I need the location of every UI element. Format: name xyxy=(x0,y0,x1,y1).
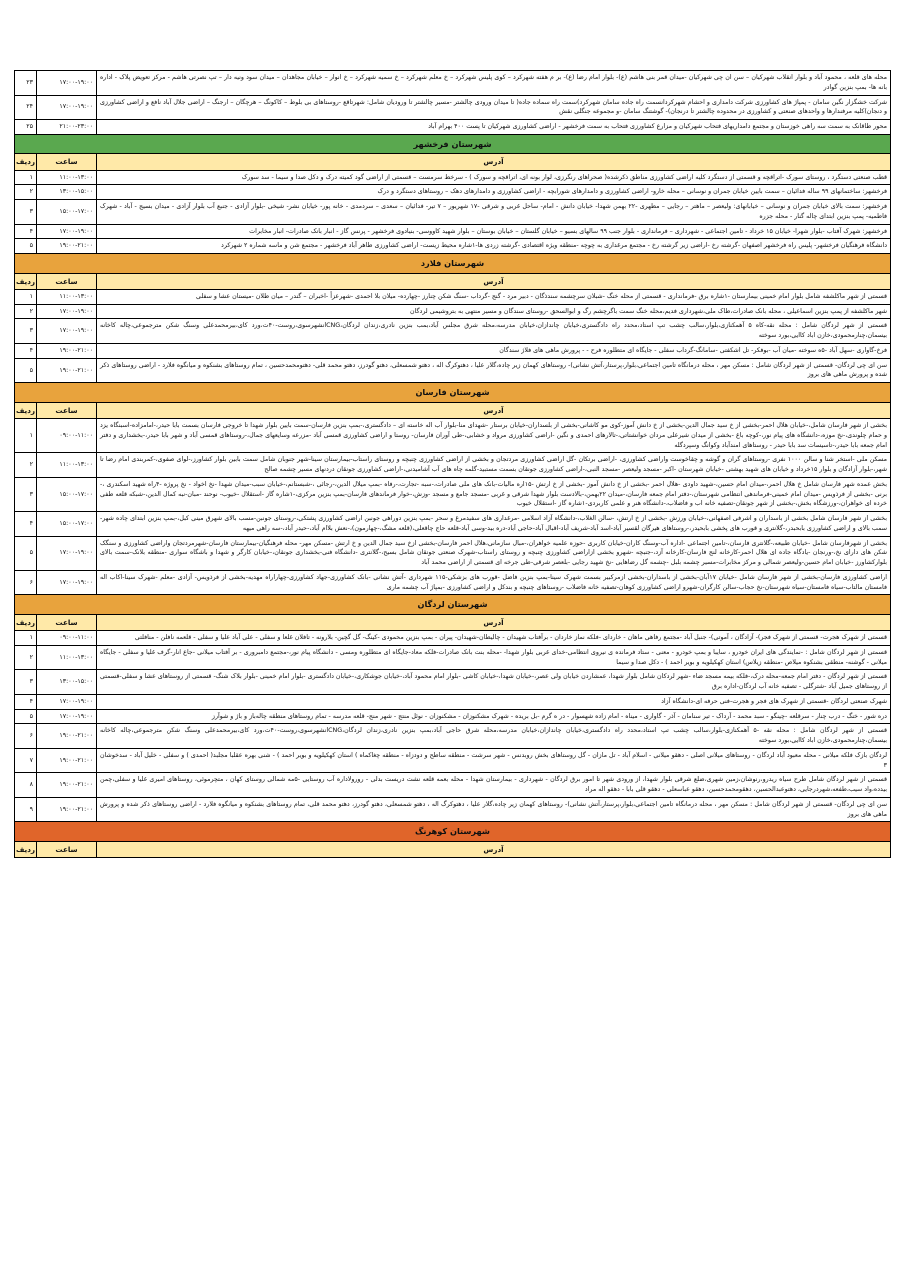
outage-schedule-table xyxy=(14,70,891,858)
table-row xyxy=(15,200,891,225)
column-header-address: آدرس xyxy=(97,154,891,170)
column-header-time: ساعت xyxy=(37,273,97,289)
table-row xyxy=(15,797,891,822)
outage-address-cell: لردگان بازک فلکه میلانی - محله معبود آباد لردگان - روستاهای میلانی اصلی - دهقو میلانی - اسلام آباد - تل مازان - گل روستاهای بخش روبدنس - شهر سرشت - منطقه ساطح و دودزاه - منطقه چغاکماه ) استان کهکیلویه و بویر احمد ) - شنی بهره عقلبا مجلبد( احمدی ) و سفلی - خلیل آباد - سدخوشان ۳ xyxy=(97,748,891,773)
outage-address-cell: دانشگاه فرهنگیان فرخشهر- پلیس راه فرخشهر اصفهان -گرشته رخ -اراضی زیر گرشته رخ - مجتمع مرغداری به چوچه -منطقه ویژه اقتصادی -گرشته زردی ها-۱شاره محیط زیست- اراضی کشاورزی طاهر آباد فرخشهر - مجتمع شن و ماسه شماره ۲ شهرکرد xyxy=(97,239,891,254)
table-row xyxy=(15,289,891,304)
outage-time-cell: ۱۹:۰۰-۲۱:۰۰ xyxy=(37,748,97,773)
city-section-header xyxy=(15,383,891,403)
outage-time-cell: ۱۹:۰۰-۲۱:۰۰ xyxy=(37,239,97,254)
column-header-time: ساعت xyxy=(37,402,97,418)
row-number-cell: ۵ xyxy=(15,709,37,724)
outage-time-cell: ۱۱:۰۰-۱۳:۰۰ xyxy=(37,453,97,478)
row-number-cell: ۸ xyxy=(15,773,37,798)
outage-address-cell: قطب صنعتی دستگرد ، روستای سورک -اتراقچه و قسمتی از دستگرد کلیه اراضی کشاورزی مناطق ذکرشده( صحراهای رنگرزی، لوار بونه ای، اتراقچه و سورک ) - سرخط سرمست – قسمتی از اراضی گود کمیته درک و دکل صدا و سیما - سد سورک xyxy=(97,170,891,185)
row-number-cell: ۳ xyxy=(15,477,37,511)
row-number-cell: ۳ xyxy=(15,670,37,695)
outage-time-cell: ۱۱:۰۰-۱۳:۰۰ xyxy=(37,170,97,185)
column-header-row xyxy=(15,615,891,631)
table-row xyxy=(15,773,891,798)
outage-time-cell: ۱۷:۰۰-۱۹:۰۰ xyxy=(37,319,97,344)
outage-time-cell: ۱۳:۰۰-۱۵:۰۰ xyxy=(37,185,97,200)
column-header-time: ساعت xyxy=(37,842,97,858)
outage-time-cell: ۱۹:۰۰-۲۱:۰۰ xyxy=(37,724,97,749)
table-row xyxy=(15,71,891,96)
outage-time-cell: ۰۹:۰۰-۱۱:۰۰ xyxy=(37,631,97,646)
column-header-address: آدرس xyxy=(97,402,891,418)
table-row xyxy=(15,512,891,537)
city-section-header xyxy=(15,254,891,274)
outage-address-cell: محله های قلعه ، محمود آباد و بلوار انقلاب شهرکیان – سن ان چی شهرکیان -میدان قمر بنی هاشم (ع)- بلوار امام رضا (ع)- بر م هفته شهرکرد – کوی پلیس شهرکرد – خ معلم شهرکرد – خ سمیه شهرکرد – خ انوار – خیابان مجاهدان – میدان سود ونیه دار – تپ نصرتی هاشم - مرکز تعویض پلاک - اداره بانه ها- بمپ بنزین گوادر xyxy=(97,71,891,96)
schedule-table-body xyxy=(15,71,891,858)
outage-address-cell: قسمتی از شهر لردگان شامل طرح سیاه ریدرو،رنوشان،زمین شهری،ضلع شرقی بلوار شهدا، از ورودی شهر تا امور برق لردگان - شهرداری - بیمارستان شهدا - محله بعمه قلعه نشت دریست بدلی - رورولاداره آب روستایی -۵مه شمالی روستای کهان ، متچرموئی، روستاهای امیری غلیا و سفلی،چمن بیدده،واد سیب،طفعه،شهردرجایی، دهتوعبدالحسین، دهقومحمدحسین، دهقو عباسعلی - دهقو قلی بابا - دهقو اله مراد xyxy=(97,773,891,798)
table-row xyxy=(15,304,891,319)
city-name: شهرستان فلارد xyxy=(15,254,891,274)
table-row xyxy=(15,631,891,646)
table-row xyxy=(15,536,891,570)
outage-time-cell: ۰۹:۰۰-۱۱:۰۰ xyxy=(37,419,97,453)
outage-address-cell: قسمتی از شهر لردگان شامل : محله نقه-کاه ۵ آهمکنازی،بلوار،سالب چشب تپ استاد،محدد راه دادگستری،خیابان چاندازان،خیابان مدرسه،محله شرق مجلس آباد،بمب بنزین نادری،زندان لردگان،CNGانشهرسوی،روست-۴۰ت،ورد کای،بیرمحمدعلی وسنگ شکن مترجموعی،چاله کاخانه بیسمان،چنارمحمودی،خازن اباد کاایی،بورد سوخته xyxy=(97,319,891,344)
row-number-cell: ۲ xyxy=(15,453,37,478)
row-number-cell: ۴ xyxy=(15,343,37,358)
row-number-cell: ۴ xyxy=(15,694,37,709)
row-number-cell: ۲ xyxy=(15,304,37,319)
row-number-cell: ۶ xyxy=(15,724,37,749)
row-number-cell: ۴ xyxy=(15,224,37,239)
outage-address-cell: اراضی کشاورزی فارسان-بخشی از شهر فارسان شامل -خیابان ۱۷آبان-بخشی از باسداران-بخشی ازمرکبیر بسمت شهرک سینا-بمپ بنزین فاضل -قورب های بزشکی-۱۱۵ شهرداری -آتش نشانی -بانک کشاورزی-جهاد کشاورزی-چهاراراه مهدیه-بخشی از فرذویس- آزادی -معلم -شهرک سینا-اکاب اله فامستان مالتاب-سیاه فامستان-سیاه شهرستان-نخ حجاب-سالن کارگران-شهرو اراضی کشاورزی کوهان-تصفیه خانه فاضلاب -روستاهای چنبچه و بندکل و اراضی کشاورزی -بمپاژ آب چشمه ماری xyxy=(97,570,891,595)
outage-address-cell: قسمتی از شهر ماکلشفه شامل بلوار امام خمینی بیمارستان -۱شاره برق -فرمانداری - قسمتی از محله خنگ -شبلان سرچشمه سندذگان - دبیر مرد - گنج -گرداب -سنگ شکن چنارز -چهارده- میلان بلا احمدی -شهرعزاً -اخبران – گندر – میان طلان -میستان عشا و سفلی xyxy=(97,289,891,304)
row-number-cell: ۳ xyxy=(15,319,37,344)
outage-address-cell: شهر ماکلشفه از پمپ بنزین اسماعیلی ، محله بانک صادرات،طاک ملی،شهرداری فدیم،محله خنگ سمت باگرچشم رگ و ابوالسحق -روستای سندگان و مسیر منتهی به بتروشیمی لردگان xyxy=(97,304,891,319)
table-row xyxy=(15,748,891,773)
outage-time-cell: ۱۷:۰۰-۱۹:۰۰ xyxy=(37,224,97,239)
outage-time-cell: ۱۷:۰۰-۱۹:۰۰ xyxy=(37,709,97,724)
table-row xyxy=(15,224,891,239)
table-row xyxy=(15,694,891,709)
outage-address-cell: بخشی از شهر فارسان شامل،-خیابان هلال احمر-بخشی از خ سید جمال الدین-بخشی از خ دانش آموز-کوی مو کاشانی-بخشی از بلسداران-خیابان برستار -شهدای منا-بلوار آب اله خاسته ای – دادگستری،-بمپ بنزین فارسان-سمت بایین بلوار شهدا تا خروجی فارسان بسمت بابا حیدر،-امامزاده-اسبنگاه یزد و حمام چلوندی،-نخ موزه،-دانشگاه های پیام نور،-کوچه باغ -بخشی از میدان شیرعلی مردان خوانشتاتی،-تالارهای احمدی و نگین -اراضی کشاورزی مرواد و خشابی،-طی آوران فارسان- روستا و اراضی کشاورزی قمسی آباد -مزرعه وسایعهای جمال،-روستاهای قمسی آباد و شهر بابا حیدر،-بخشداری و دفتر امام جمعه بابا حیدر،-تاسیسات سد بابا حیدر - روستاهای امندآباد وکوانگ وسپردگله xyxy=(97,419,891,453)
outage-time-cell: ۱۷:۰۰-۱۹:۰۰ xyxy=(37,536,97,570)
outage-time-cell: ۲۱:۰۰-۲۳:۰۰ xyxy=(37,120,97,135)
column-header-row-number: ردیف xyxy=(15,154,37,170)
table-row xyxy=(15,185,891,200)
outage-time-cell: ۱۹:۰۰-۲۱:۰۰ xyxy=(37,343,97,358)
outage-time-cell: ۱۵:۰۰-۱۷:۰۰ xyxy=(37,477,97,511)
table-row xyxy=(15,170,891,185)
row-number-cell: ۴ xyxy=(15,512,37,537)
row-number-cell: ۹ xyxy=(15,797,37,822)
table-row xyxy=(15,477,891,511)
outage-address-cell: قسمتی از شهر لردگان - دفتر امام جمعه-محله درک،-فلکه بیمه مسجد ضاء -شهر لردکان شامل بلوار شهدا، عمشاردن خیابان ولی عصر،-خیابان شهدا،-خیابان کاشی -بلوار امام محمود آباد،-خیابان جوشکاری،-خیابان دادگستری -بلوار امام خمینی -بلوار بلاک شنگ- قسمتی از روستاهای عشا و سفلی-قسمتی از روستاهای جمیل آباد -شترگلی - تصفیه خانه آب لردگان-اداره برق xyxy=(97,670,891,695)
row-number-cell: ۲۴ xyxy=(15,95,37,120)
column-header-row xyxy=(15,402,891,418)
outage-address-cell: قسمتی از شهرک هجرت- قسمتی از شهرک فجر)- آزادگان ، آموتی)- جنبل آباد -مجتمع رفاهی ماهان - خاردای -فلکه نماز خاردان - برآفتاب شهیدان - چالیطان-شهیدان- پیران - بمپ بنزین محمودی -کینگ- گل گچین- بلارونه - تافلان غلعا و سفلی - علی آباد علیا و سفلی - قلعمه نافلن - منافلتی xyxy=(97,631,891,646)
column-header-row-number: ردیف xyxy=(15,842,37,858)
column-header-row-number: ردیف xyxy=(15,615,37,631)
column-header-time: ساعت xyxy=(37,615,97,631)
city-name: شهرستان کوهرنگ xyxy=(15,822,891,842)
row-number-cell: ۵ xyxy=(15,239,37,254)
outage-time-cell: ۱۳:۰۰-۱۵:۰۰ xyxy=(37,670,97,695)
row-number-cell: ۲ xyxy=(15,185,37,200)
table-row xyxy=(15,120,891,135)
outage-address-cell: فرخشهر: سمت بالای خیابان جمران و نوسانی – خیابانهای: ولیعصر – ماهتر – رجایی – مطهری -۲۲ بهمن شهدا- خیابان دانش - امام- ساحل غربی و شرقی -۱۷ شهریور – ۷ تیر- فدائیان – سعدی – سردمدی - خانه پور- خیابان نشر- شیخی -بلوار آزادی - جنبع آب بلوار آزادی - میدان بسیج - آباد - شهرک فاطمیه- پمپ بنزین ابتدای چاله گنار - محله جزره xyxy=(97,200,891,225)
outage-time-cell: ۱۷:۰۰-۱۹:۰۰ xyxy=(37,71,97,96)
outage-address-cell: فرخشهر: ساختمانهای ۹۹ ساله فدائیان – سمت بایین خیابان جمران و نوسانی – محله خارو- اراضی کشاورزی و دامدارهای شورابچه - اراضی کشاورزی و دامدارهای دهک – روستاهای دستگرد و درک xyxy=(97,185,891,200)
table-row xyxy=(15,358,891,383)
outage-time-cell: ۱۷:۰۰-۱۹:۰۰ xyxy=(37,304,97,319)
city-section-header xyxy=(15,822,891,842)
outage-time-cell: ۱۵:۰۰-۱۷:۰۰ xyxy=(37,512,97,537)
outage-address-cell: سن ای چی لردگان- قسمتی از شهر لردگان شامل : مسکن مهر ، محله درمانگاه تامین اجتماعی،بلوار،پرستار،آتش نشانی)- روستاهای کهمان زیر چاده،گلار علیا ، دهتوکرگ اله ، دهتو شمسعلی، دهتو گودرز، دهتو محمد قلی- دهتومحمدحسین ، تمام روستاهای بشنکوه و میانگوه فلارد - اراضی روستاهای ذکر شده و پرورش ماهی های بروز xyxy=(97,358,891,383)
column-header-row xyxy=(15,273,891,289)
outage-address-cell: بخش عمده شهر فارسان شامل خ هلال احمر،-میدان امام حسین،-شهید داودی -هلال احمر -بخشی از خ دانش آموز -بخشی از خ ارتش -۱۵اره مالیات-بانک های ملی صادرات،-سبه -تجارت،-رفاه -بمپ میلال الدین،-رجائی ،-شبستانم،-خیابان سبب-میدان شهدا -نخ اخواد - نخ پروژه -۴راه شهید اسکندری ،-برنی -بخشی از فرذویس -میدان امام خمینی-فرماندهی انتظامی شهرستان،-دفتر امام جمعه فارسان،-میدان ۲۲بهمن،-بالادست بلوار شهدا شرقی و غربی -مسجد جامع و مسجد -وزش،-خوار فرماندهای فارسان-بمپ بنزین مرکزی،-۱شاره گاز -استقلال -خیوب- نوحند -مبان-نبه کمال الدین،-شبکه قلعه طفی خرده ای خواهران،-ورزشگاه بخش،-بخشی از شهر جونقان-تصفیه خانه اب و فاضلاب،-دانشگاه هنر و علمی کاربردی-۱شاره گاز -استقلال خیوب xyxy=(97,477,891,511)
table-row xyxy=(15,570,891,595)
table-row xyxy=(15,319,891,344)
outage-address-cell: شرکت خشگزار نگین سامان - پمپاژ های کشاورزی شرکت دامداری و احشام شهرکردانسمت راه جاده سامان شهرکرد)سمت راه سماده جاده( تا میدان ورودی چالشتر -مسیر چالشتر تا ورودیان شامل: شهرتاقع -روستاهای بی بلوط – کاکونگ – هرچگان – ارجنگ – اراضی جلال آباد نافع و اراضی کشاورزی و دنجان)کلیه مرفندارها و واحدهای صنعتی و کشاورزی در محدوده چالشتر تا درنجان)- گوشتنگ سامان -و مجموعه جنگلی نقش xyxy=(97,95,891,120)
row-number-cell: ۵ xyxy=(15,536,37,570)
column-header-address: آدرس xyxy=(97,273,891,289)
column-header-row-number: ردیف xyxy=(15,273,37,289)
table-row xyxy=(15,453,891,478)
city-name: شهرستان فرخشهر xyxy=(15,134,891,154)
column-header-address: آدرس xyxy=(97,842,891,858)
outage-address-cell: بخشی از شهرفارسان شامل -خیابان طبیعه،-گلانتری فارسان،-تامین اجتماعی -اداره آب-وسنگ کاران-خیابان کاربری -حوزه علمیه خواهران،-مبال سازمانی،هلال احمر فارسان-بخشی ازخ سید جمال الدین و خ ارتش -مسکن مهر- محله فرهنگیان-بیمارستان فارسان-شهرمردتجان واراضی کشاورزی و سنگک شکن های دارای نخ،-ورنجان -یادگاه جاده ای هلال احمر-کارخانه لنج فارسان-کارخانه آزد،-جنبچه -شهرو بخشی ازاراضی کشاورزی چنبچه و روستای راستاب-شهرک صنعتی جونقان شامل بسیح،-گلانتری -دانشگاه فنی-بخشداری جونقان،-خیابان کارگر و شهدا و باشگاه سواری -منطقه بلانک-سمت بالای بلوارکشاورز -خیابان امام حسین-ولیعصر شمالی و مرکز مخابرات-مسیر چشمه بلبل -چشمه گل رضاهایی -نخ شهید رجایی -بلعصر شرقی-طی جرخه ای قسمتی از اراضی محمد آباد xyxy=(97,536,891,570)
row-number-cell: ۶ xyxy=(15,570,37,595)
table-row xyxy=(15,670,891,695)
outage-time-cell: ۱۷:۰۰-۱۹:۰۰ xyxy=(37,694,97,709)
city-section-header xyxy=(15,595,891,615)
row-number-cell: ۳ xyxy=(15,200,37,225)
outage-address-cell: سن ای چی لردگان- قسمتی از شهر لردگان شامل : مسکن مهر ، محله درمانگاه تامین اجتماعی،بلوار،پرستار،آتش نشانی)- روستاهای کهمان زیر چاده،گلار علیا ، دهتوکرگ اله ، دهتو شمسعلی، دهتو گودرز، دهتو محمد قلی، تمام روستاهای بشنکوه و میانگوه فلارد - اراضی روستاهای ذکر شده و پرورش ماهی های بروز xyxy=(97,797,891,822)
table-row xyxy=(15,724,891,749)
outage-address-cell: محور طاقانک به سمت سه راهی خوزستان و مجتمع دامداریهای فتحاب شهرکیان و مزارع کشاورزی فتحاب به سمت فرخشهر - اراضی کشاورزی شهرکیان تا پست ۴۰۰ بهرام آباد xyxy=(97,120,891,135)
column-header-row xyxy=(15,154,891,170)
outage-address-cell: فرخشهر: شهرک آفتاب -بلوار شهرا- خیابان ۱۵ خرداد - تامین اجتماعی - شهرداری – فرمانداری - بلوار جنب ۹۹ سالهای بسیو – خیابان گلستان – خیابان بوستان – بلوار شهید کاووسی- بنیادوی فرخشهر - پرنس گاز - انبار بانک صادرات- انبار مخابرات xyxy=(97,224,891,239)
outage-address-cell: قسمتی از شهر لردگان شامل : محله نقه -۵ آهمکنازی-بلوار،سالب چشب تپ استاد،محدد راه دادگستری،خیابان چاندازان،خیابان مدرسه،محله شرق حاجی آباد،بمپ بنزین نادری،زندان لردگان،CNGانشهرسوی،روست-۴۰ت،ورد کای،بیرمحمدعلی وسنگ شکن مترجموعی،چاله کاخانه بیسمان،چنارمحمودی،خازن اباد کاایی،بورد سوخته xyxy=(97,724,891,749)
table-row xyxy=(15,239,891,254)
city-section-header xyxy=(15,134,891,154)
outage-address-cell: قسمتی از شهر لردگان شامل : -نمایندگی های ایران خودرو ، سایبا و بمپ خودرو - معنی - ستاد فرمانده ی نیروی انتظامی-خدای غربی بلوار شهدا- -محله بنت بانک صادرات-فلکه معاد-جایگاه ای متطلوره ومسی - دانشگاه پیام نور،-مجتمع دامبروری - بر آفتاب میلانی -جاع انار-گرف غلیا و سفلی - جایگاه میلانی - گوشنه- منطقی بشنکوه میلاص -منطقه زیلاس) استان کهکیلویه و بویر احمد ) - دکل صدا و سیما xyxy=(97,645,891,670)
outage-time-cell: ۱۱:۰۰-۱۳:۰۰ xyxy=(37,645,97,670)
row-number-cell: ۱ xyxy=(15,170,37,185)
row-number-cell: ۱ xyxy=(15,419,37,453)
row-number-cell: ۲۵ xyxy=(15,120,37,135)
outage-time-cell: ۱۷:۰۰-۱۹:۰۰ xyxy=(37,570,97,595)
row-number-cell: ۵ xyxy=(15,358,37,383)
table-row xyxy=(15,343,891,358)
table-row xyxy=(15,645,891,670)
row-number-cell: ۲۳ xyxy=(15,71,37,96)
outage-address-cell: مسکن ملی -استخر شنا و سالن ۱۰۰۰ نفری -روستاهای گران و گوشه و چقاخوست واراضی کشاورزی، -اراضی برتکان -گل اراضی کشاورزی مردتجان و بخشی از اراضی کشاورزی چنبچه و روستای راستاب-بیمارستان سینا-شهر جنوبان شامل سمت بابین بلوار کشاورز،-لوای صفوی،-کمربندی امام رضا تا شهر،-بلوار آزادگان و بلوار ۱۵خرداد و خیابان های شهید بهشتی -خیابان شهرستان -اکبر -مسجد ولیعصر -مسجد النبی،-اراضی کشاورزی جونقان بسمت مستبید-گلمه چاه های آب آشامیدنی،-اراضی کشاورزی جونقان دردنهای مسیر چشمه صالح xyxy=(97,453,891,478)
city-name: شهرستان لردگان xyxy=(15,595,891,615)
column-header-address: آدرس xyxy=(97,615,891,631)
outage-time-cell: ۱۵:۰۰-۱۷:۰۰ xyxy=(37,200,97,225)
outage-address-cell: دره شور - خنگ - درب چنار - سرقلعه -چینگو - سبد محمد - آرداک - تیر سنامان - آذر - گاواری - میناه - امام زاده شهسوار - در ه گرم -بل بریده - شهرک مشکنوزان - مشکنوزان - نوئل منتج - شهر منج- قلعه مدرسه - تمام روستاهای منطقه چاله‌باز و باژ و شوآرز xyxy=(97,709,891,724)
row-number-cell: ۲ xyxy=(15,645,37,670)
row-number-cell: ۱ xyxy=(15,631,37,646)
outage-time-cell: ۱۹:۰۰-۲۱:۰۰ xyxy=(37,773,97,798)
table-row xyxy=(15,709,891,724)
city-name: شهرستان فارسان xyxy=(15,383,891,403)
outage-address-cell: شهرک صنعتی لردگان -قسمتی از شهرک های فجر و هجرت-فنی حرفه ای-دانشگاه آزاد xyxy=(97,694,891,709)
table-row xyxy=(15,95,891,120)
column-header-time: ساعت xyxy=(37,154,97,170)
outage-time-cell: ۱۱:۰۰-۱۳:۰۰ xyxy=(37,289,97,304)
row-number-cell: ۷ xyxy=(15,748,37,773)
outage-time-cell: ۱۷:۰۰-۱۹:۰۰ xyxy=(37,95,97,120)
outage-address-cell: فرخ-گاواری -سهل آباد -۵ه سوخته -میان آب -بوفکر- تل اشکفتی -سامانگ-گرداب سفلی - جایگاه ای متطلوره فرح - - پرورش ماهی های فلاژ سندگان xyxy=(97,343,891,358)
row-number-cell: ۱ xyxy=(15,289,37,304)
table-row xyxy=(15,419,891,453)
outage-time-cell: ۱۹:۰۰-۲۱:۰۰ xyxy=(37,358,97,383)
outage-time-cell: ۱۹:۰۰-۲۱:۰۰ xyxy=(37,797,97,822)
outage-address-cell: بخشی از شهر فارسان شامل بخشی از باسداران و اشرفی اصفهانی،-خیابان ورزش -بخشی از خ ارتش، -سالن الغلاب،-دانشگاه آزاد اسلامی -مرغداری های سفیدمرغ و سحر -بمپ بنزین دوراهی جونبن اراضی کشاورزی پشتکی،-روستای جونبن-مسب بالای شهرق مینی کبل،-بمپ بنزین ابتدای چاده شهر-سمب بالای و اراضی کشاورزی بابحبدر،-گلانتری و قورب های پخشی بابحیدر،-روستاهای هیرگان لقسیر آباد-اسد آباد-شریف آباد-اقبال آباد-حاجی آباد-دره بید-وسی آباد-قلعه حاج چاقعلی،(قلعه مشگ،-چهارمون)،-نعش بلاام آباد،-حیدر آباد،-سه راهی میهه xyxy=(97,512,891,537)
column-header-row-number: ردیف xyxy=(15,402,37,418)
column-header-row xyxy=(15,842,891,858)
